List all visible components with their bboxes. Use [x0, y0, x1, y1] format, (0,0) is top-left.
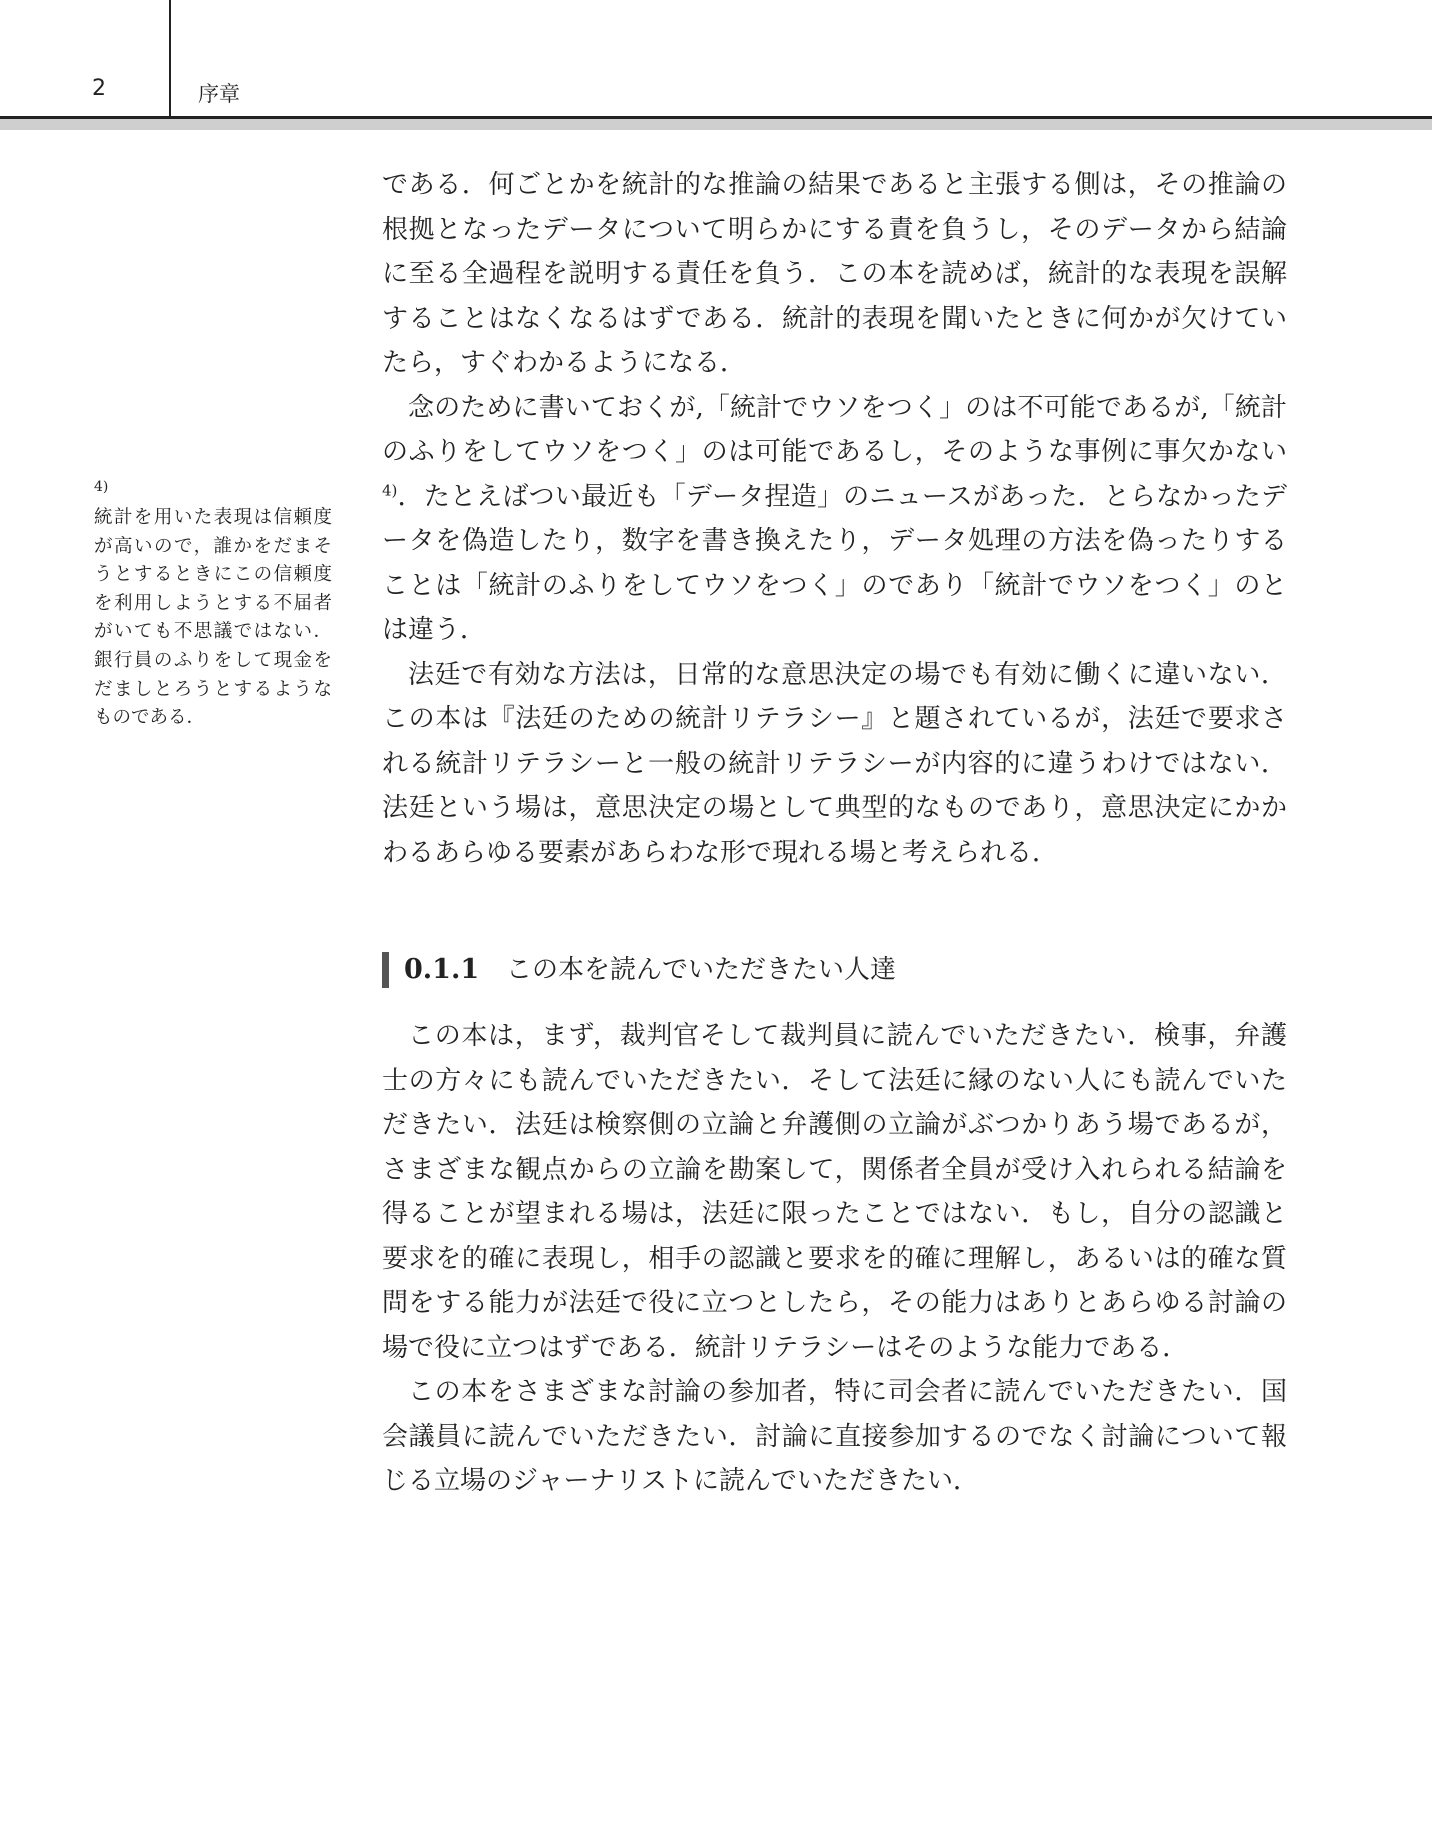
chapter-title: 序章: [198, 82, 240, 106]
paragraph: この本をさまざまな討論の参加者，特に司会者に読んでいただきたい．国会議員に読んでいただきたい．討論に直接参加するのでなく討論について報じる立場のジャーナリストに読んでいただきたい．: [382, 1377, 1287, 1496]
paragraph-text: ．たとえばつい最近も「データ捏造」のニュースがあった．とらなかったデータを偽造したり，数字を書き換えたり，データ処理の方法を偽ったりすることは「統計のふりをしてウソをつく」のであり「統計でウソをつく」のとは違う．: [382, 481, 1287, 645]
paragraph: 法廷で有効な方法は，日常的な意思決定の場でも有効に働くに違いない．この本は『法廷のための統計リテラシー』と題されているが，法廷で要求される統計リテラシーと一般の統計リテラシーが内容的に違うわけではない．法廷という場は，意思決定の場として典型的なものであり，意思決定にかかわるあらゆる要素があらわな形で現れる場と考えられる．: [382, 659, 1287, 868]
footnote-mark: 4): [94, 479, 109, 495]
paragraph: である．何ごとかを統計的な推論の結果であると主張する側は，その推論の根拠となったデータについて明らかにする責を負うし，そのデータから結論に至る全過程を説明する責任を負う．この本を読めば，統計的な表現を誤解することはなくなるはずである．統計的表現を聞いたときに何かが欠けていたら，すぐわかるようになる．: [382, 170, 1287, 378]
header-divider: [169, 0, 171, 118]
section-heading: [382, 950, 1287, 990]
running-header: [0, 0, 1432, 118]
paragraph-text: 念のために書いておくが,「統計でウソをつく」のは不可能であるが,「統計のふりをしてウソをつく」のは可能であるし，そのような事例に事欠かない: [382, 392, 1287, 467]
paragraph: この本は，まず，裁判官そして裁判員に読んでいただきたい．検事，弁護士の方々にも読んでいただきたい．そして法廷に縁のない人にも読んでいただきたい．法廷は検察側の立論と弁護側の立論がぶつかりあう場であるが，さまざまな観点からの立論を勘案して，関係者全員が受け入れられる結論を得ることが望まれる場は，法廷に限ったことではない．もし，自分の認識と要求を的確に表現し，相手の認識と要求を的確に理解し，あるいは的確な質問をする能力が法廷で役に立つとしたら，その能力はありとあらゆる討論の場で役に立つはずである．統計リテラシーはそのような能力である．: [382, 1021, 1287, 1363]
page-number: 2: [92, 76, 106, 101]
margin-footnote: [94, 476, 332, 733]
body-text: [382, 163, 1287, 875]
section-body-text: [382, 1014, 1287, 1504]
section-number: 0.1.1: [404, 954, 480, 985]
section-title: この本を読んでいただきたい人達: [506, 955, 897, 985]
section-marker: [382, 952, 389, 988]
footnote-text: 統計を用いた表現は信頼度が高いので，誰かをだまそうとするときにこの信頼度を利用しようとする不届者がいても不思議ではない．銀行員のふりをして現金をだましとろうとするようなものである．: [94, 507, 332, 729]
header-band: [0, 119, 1432, 130]
footnote-reference[interactable]: 4): [382, 480, 398, 499]
paragraph: [382, 386, 1287, 653]
